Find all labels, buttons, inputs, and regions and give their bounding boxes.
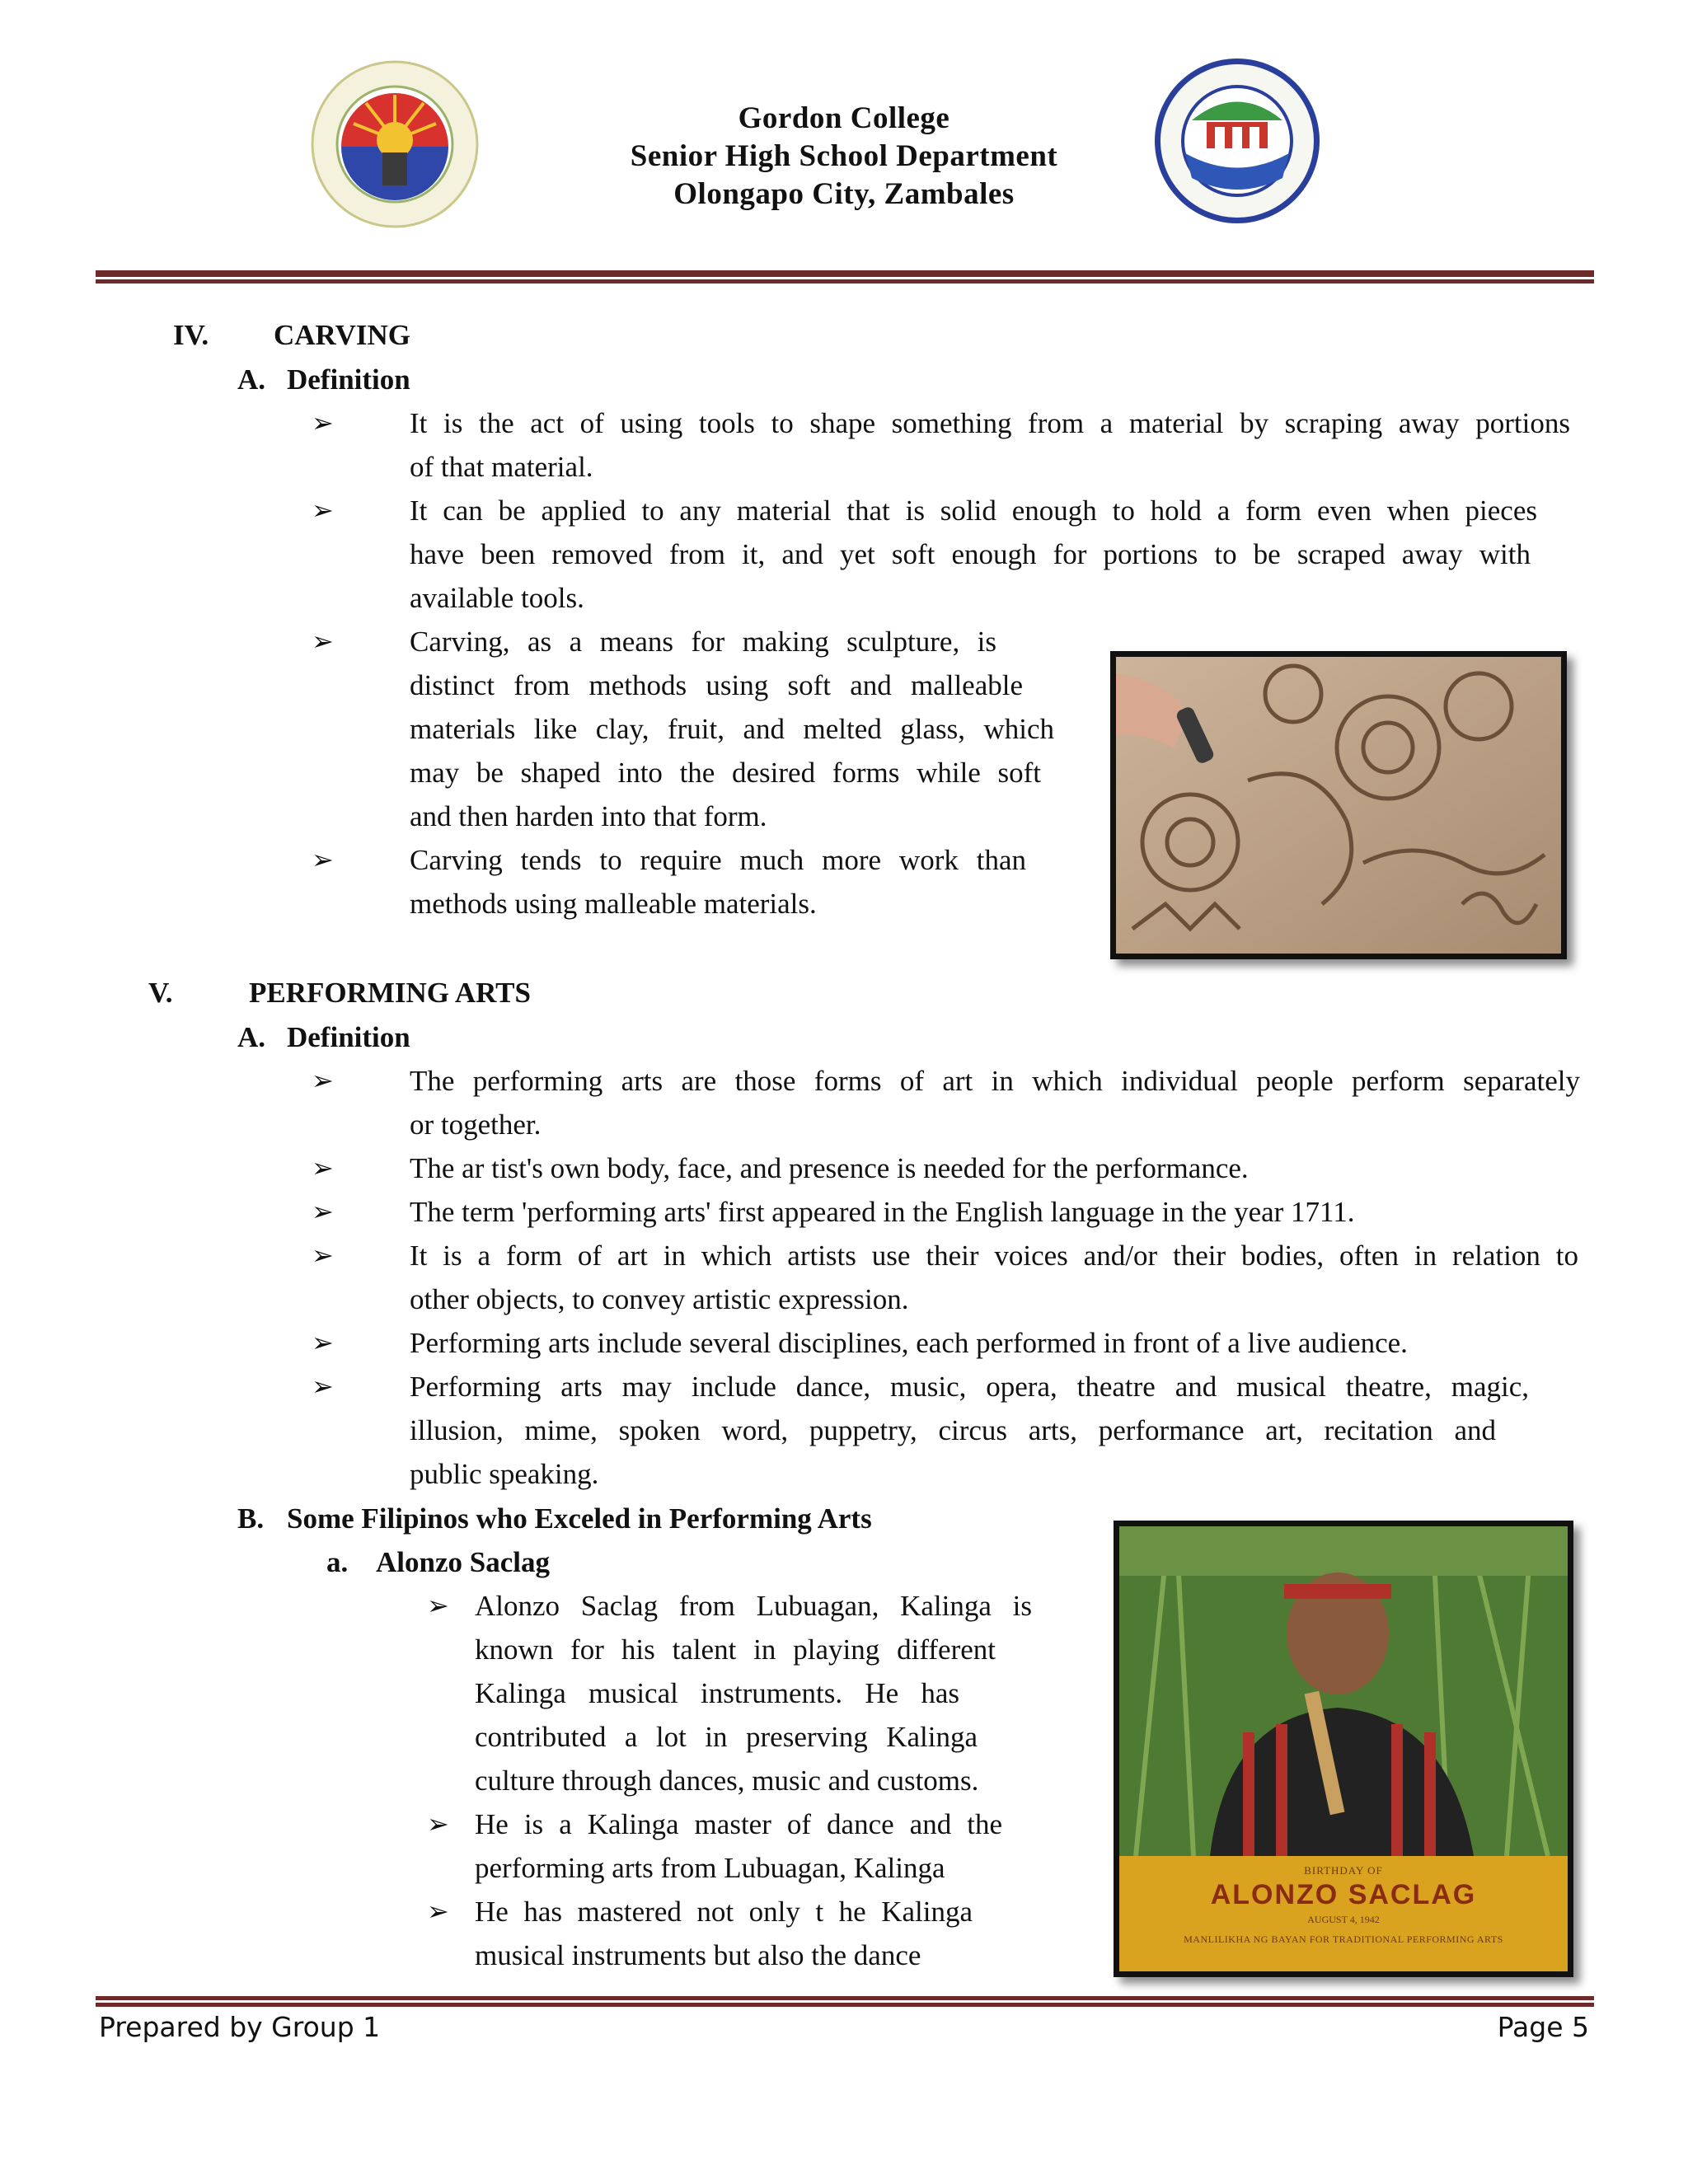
bullet-icon: ➢ <box>427 1896 449 1926</box>
poster-line-1: BIRTHDAY OF <box>1304 1864 1383 1877</box>
bullet-line: may be shaped into the desired forms while soft <box>410 757 1041 789</box>
bullet-line: have been removed from it, and yet soft enough for portions to be scraped away with <box>410 538 1531 570</box>
bullet-line: It is the act of using tools to shape something from a material by scraping away portions <box>410 407 1570 439</box>
footer-prepared-by: Prepared by Group 1 <box>99 2011 381 2043</box>
bullet-line: He is a Kalinga master of dance and the <box>475 1808 1002 1840</box>
bullet-line: Carving tends to require much more work than <box>410 844 1026 876</box>
bullet-line: It can be applied to any material that is solid enough to hold a form even when pieces <box>410 494 1537 527</box>
bullet-line: materials like clay, fruit, and melted glass, which <box>410 713 1054 745</box>
bullet-line: available tools. <box>410 582 584 614</box>
bullet-icon: ➢ <box>312 626 334 656</box>
person-name: Alonzo Saclag <box>376 1546 550 1578</box>
person-letter: a. <box>326 1546 349 1578</box>
bullet-icon: ➢ <box>312 1328 334 1357</box>
bullet-icon: ➢ <box>312 845 334 874</box>
bullet-line: and then harden into that form. <box>410 800 767 832</box>
bullet-line: methods using malleable materials. <box>410 888 817 920</box>
bullet-line: Carving, as a means for making sculpture, is <box>410 626 996 658</box>
header-department: Senior High School Department <box>630 139 1058 173</box>
bullet-line: Kalinga musical instruments. He has <box>475 1677 959 1709</box>
section-title: PERFORMING ARTS <box>249 977 531 1009</box>
bullet-line: Performing arts include several disciplines, each performed in front of a live audience. <box>410 1327 1408 1359</box>
bullet-line: contributed a lot in preserving Kalinga <box>475 1721 978 1753</box>
subsection-letter: B. <box>237 1502 265 1535</box>
header-rule <box>96 270 1594 284</box>
bullet-line: The term 'performing arts' first appeared in the English language in the year 1711. <box>410 1196 1355 1228</box>
bullet-line: Performing arts may include dance, music, opera, theatre and musical theatre, magic, <box>410 1371 1529 1403</box>
bullet-icon: ➢ <box>312 1066 334 1095</box>
section-numeral: V. <box>148 977 173 1009</box>
bullet-icon: ➢ <box>427 1809 449 1839</box>
poster-line-3: AUGUST 4, 1942 <box>1307 1914 1380 1925</box>
bullet-icon: ➢ <box>312 1197 334 1226</box>
bullet-line: illusion, mime, spoken word, puppetry, circus arts, performance art, recitation and <box>410 1414 1496 1446</box>
section-title: CARVING <box>274 319 410 351</box>
bullet-icon: ➢ <box>312 1240 334 1270</box>
bullet-line: known for his talent in playing different <box>475 1633 996 1666</box>
bullet-icon: ➢ <box>312 1153 334 1183</box>
bullet-line: The ar tist's own body, face, and presence is needed for the performance. <box>410 1152 1249 1184</box>
bullet-icon: ➢ <box>312 408 334 438</box>
alonzo-saclag-poster <box>1114 1521 1573 1977</box>
footer-rule <box>96 1996 1594 2007</box>
bullet-line: culture through dances, music and customs. <box>475 1765 979 1797</box>
poster-line-4: MANLILIKHA NG BAYAN FOR TRADITIONAL PERFORMING ARTS <box>1184 1933 1503 1945</box>
poster-line-2: ALONZO SACLAG <box>1210 1879 1477 1910</box>
bullet-icon: ➢ <box>427 1591 449 1620</box>
bullet-line: It is a form of art in which artists use their voices and/or their bodies, often in relation to <box>410 1240 1578 1272</box>
subsection-title: Definition <box>287 363 410 396</box>
wood-carving-photo <box>1110 651 1567 959</box>
footer-page-number: Page 5 <box>1497 2011 1589 2043</box>
bullet-line: public speaking. <box>410 1458 599 1490</box>
subsection-title: Definition <box>287 1021 410 1053</box>
header-institution: Gordon College <box>738 101 950 135</box>
subsection-letter: A. <box>237 363 266 396</box>
bullet-line: or together. <box>410 1108 542 1141</box>
bullet-line: The performing arts are those forms of art in which individual people perform separately <box>410 1065 1580 1097</box>
bullet-icon: ➢ <box>312 1371 334 1401</box>
bullet-icon: ➢ <box>312 495 334 525</box>
bullet-line: He has mastered not only t he Kalinga <box>475 1896 973 1928</box>
section-numeral: IV. <box>173 319 209 351</box>
subsection-title: Some Filipinos who Exceled in Performing Arts <box>287 1502 872 1535</box>
bullet-line: musical instruments but also the dance <box>475 1939 921 1971</box>
bullet-line: other objects, to convey artistic expression. <box>410 1283 909 1315</box>
header-location: Olongapo City, Zambales <box>673 177 1015 211</box>
bullet-line: performing arts from Lubuagan, Kalinga <box>475 1852 945 1884</box>
bullet-line: Alonzo Saclag from Lubuagan, Kalinga is <box>475 1590 1032 1622</box>
bullet-line: of that material. <box>410 451 593 483</box>
bullet-line: distinct from methods using soft and malleable <box>410 669 1023 701</box>
subsection-letter: A. <box>237 1021 266 1053</box>
